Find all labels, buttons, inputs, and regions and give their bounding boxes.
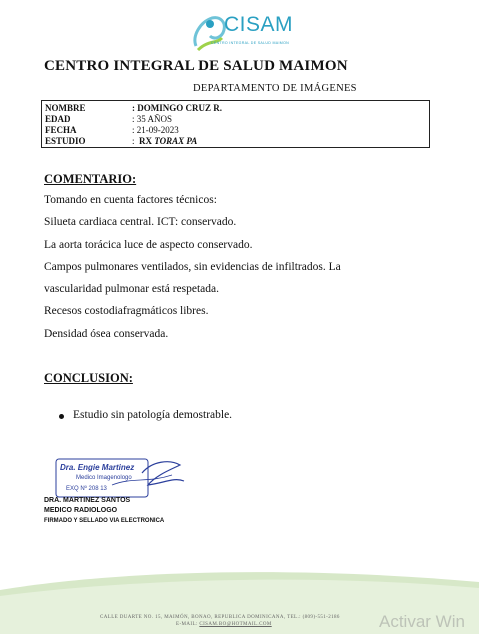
nombre-label: NOMBRE — [45, 103, 86, 113]
comentario-heading: COMENTARIO: — [44, 172, 137, 186]
bullet-icon — [59, 414, 64, 419]
footer-email-label: E-MAIL: — [176, 622, 200, 627]
stamp-exq: EXQ Nº 208 13 — [66, 486, 107, 492]
activation-watermark: Activar Win — [379, 612, 465, 631]
stamp-role: Medico Imagenologo — [76, 475, 132, 481]
department-subtitle: DEPARTAMENTO DE IMÁGENES — [193, 83, 357, 94]
info-row-estudio — [45, 136, 197, 147]
comentario-line: Densidad ósea conservada. — [44, 328, 169, 340]
info-row-fecha — [45, 125, 179, 136]
comentario-line: vascularidad pulmonar está respetada. — [44, 283, 219, 295]
doctor-role: MEDICO RADIOLOGO — [44, 507, 118, 514]
fecha-label: FECHA — [45, 125, 77, 135]
comentario-line: Recesos costodiafragmáticos libres. — [44, 305, 209, 317]
footer-email-line — [176, 622, 272, 627]
comentario-line: La aorta torácica luce de aspecto conservado. — [44, 239, 253, 251]
comentario-line: Tomando en cuenta factores técnicos: — [44, 194, 217, 206]
edad-value: : 35 AÑOS — [132, 114, 173, 124]
info-row-nombre — [45, 103, 222, 114]
conclusion-item: Estudio sin patología demostrable. — [73, 409, 233, 421]
stamp-name: Dra. Engie Martinez — [60, 463, 135, 472]
edad-label: EDAD — [45, 114, 71, 124]
comentario-line: Campos pulmonares ventilados, sin evidencias de infiltrados. La — [44, 261, 341, 273]
footer-email[interactable]: CISAM.BO@HOTMAIL.COM — [199, 622, 272, 627]
conclusion-heading: CONCLUSION: — [44, 371, 133, 385]
signature-note: FIRMADO Y SELLADO VIA ELECTRONICA — [44, 518, 165, 524]
fecha-value: : 21-09-2023 — [132, 125, 179, 135]
footer-address: CALLE DUARTE NO. 15, MAIMÓN, BONAO, REPUBLICA DOMINICANA, TEL.: (809)-551-2186 — [100, 615, 340, 620]
logo-subtitle: CENTRO INTEGRAL DE SALUD MAIMON — [211, 41, 290, 45]
info-row-edad — [45, 114, 172, 125]
estudio-colon: : — [132, 136, 140, 146]
comentario-line: Silueta cardiaca central. ICT: conservado. — [44, 216, 237, 228]
patient-info-box — [41, 100, 430, 148]
estudio-label: ESTUDIO — [45, 136, 86, 146]
page-title: CENTRO INTEGRAL DE SALUD MAIMON — [44, 58, 348, 74]
doctor-name: DRA. MARTINEZ SANTOS — [44, 497, 131, 504]
logo-wordmark: CISAM — [224, 13, 294, 36]
estudio-value: TORAX PA — [154, 136, 198, 146]
estudio-rx: RX — [139, 136, 155, 146]
nombre-value: : DOMINGO CRUZ R. — [132, 103, 222, 113]
